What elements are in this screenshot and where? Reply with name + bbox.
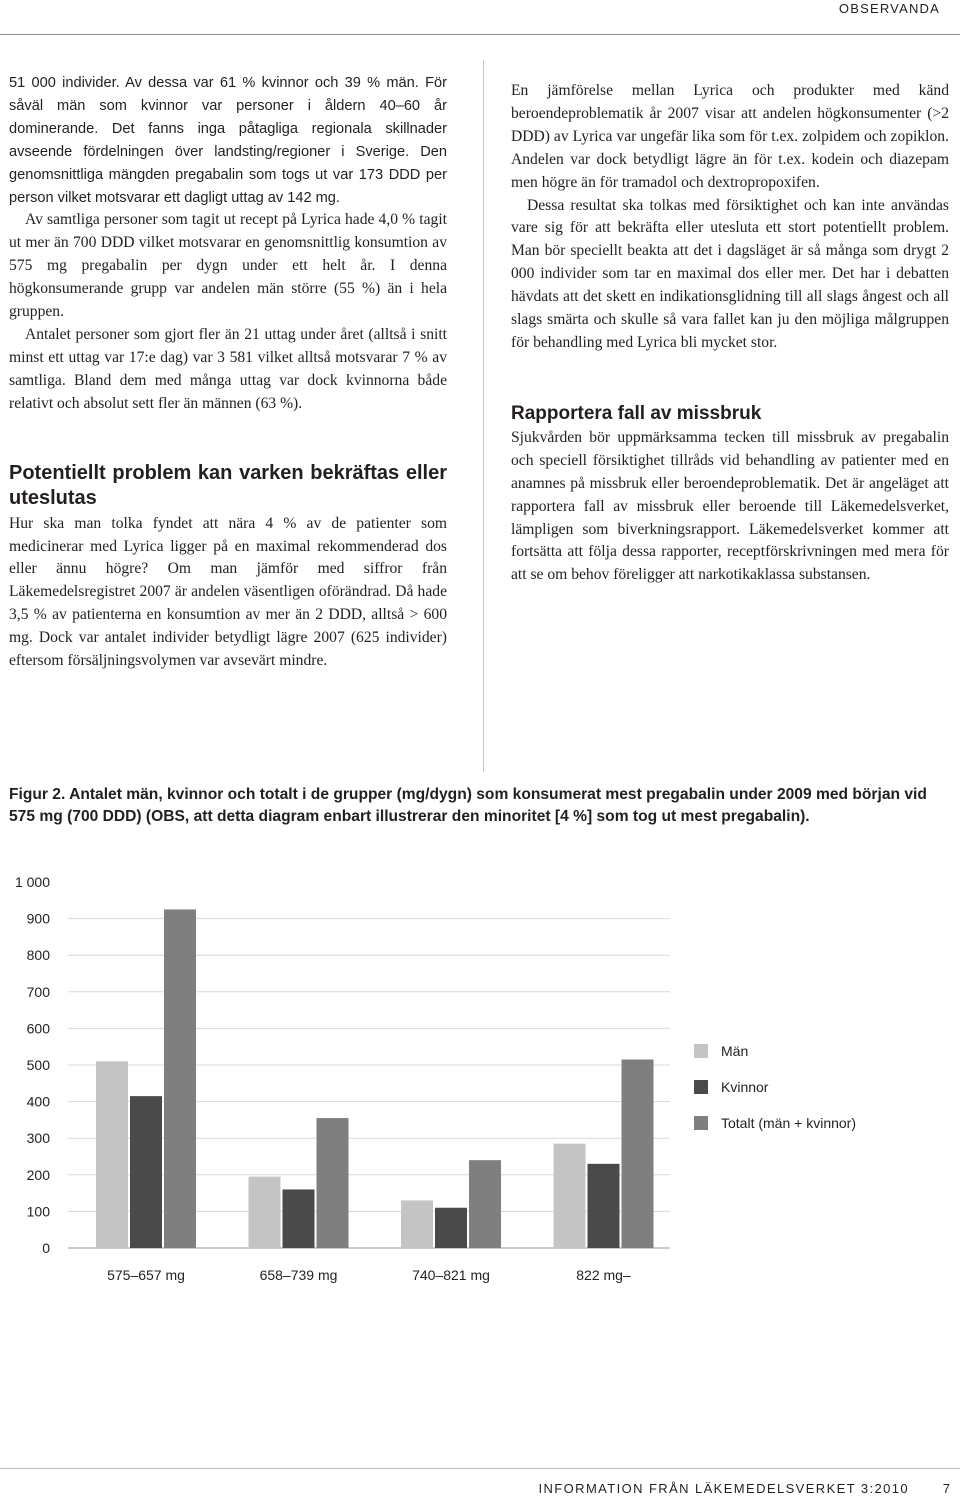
column-divider	[483, 60, 484, 772]
paragraph: En jämförelse mellan Lyrica och produkter med känd beroendeproblematik år 2007 visar att andelen högkonsumenter (>2 DDD) av Lyrica var ungefär lika som för t.ex. zolpidem och zopiklon. Andelen var dock betydligt lägre än för t.ex. kodein och diazepam men högre än för tramadol och dextropropoxifen.	[511, 82, 949, 191]
y-tick-label: 1 000	[14, 874, 50, 890]
bar-totalt-4	[622, 1060, 654, 1248]
x-tick-label: 822 mg–	[576, 1267, 631, 1283]
header-divider	[0, 34, 960, 35]
right-column	[511, 80, 949, 587]
bar-män-4	[554, 1144, 586, 1248]
paragraph: Antalet personer som gjort fler än 21 uttag under året (alltså i snitt minst ett uttag var 17:e dag) var 3 581 vilket alltså motsvarar 7 % av samtliga. Bland dem med många uttag var dock kvinnorna både relativt och absolut sett fler än männen (63 %).	[9, 325, 447, 412]
legend-label: Totalt (män + kvinnor)	[721, 1115, 856, 1131]
legend-label: Kvinnor	[721, 1079, 769, 1095]
y-tick-label: 500	[26, 1057, 50, 1073]
paragraph: 51 000 individer. Av dessa var 61 % kvinnor och 39 % män. För såväl män som kvinnor var personer i åldern 40–60 år dominerande. Det fanns inga påtagliga regionala skillnader avseende fördelningen över landsting/regioner i Sverige. Den genomsnittliga mängden pregabalin som togs ut var 173 DDD per person vilket motsvarar ett dagligt uttag av 142 mg.	[9, 75, 447, 206]
chart-x-axis	[107, 1267, 631, 1283]
left-column	[9, 72, 447, 673]
legend-swatch	[694, 1080, 708, 1094]
y-tick-label: 300	[26, 1130, 50, 1147]
legend-swatch	[694, 1044, 708, 1058]
section-heading: Rapportera fall av missbruk	[511, 402, 762, 424]
y-tick-label: 900	[26, 910, 50, 927]
publication-name: INFORMATION FRÅN LÄKEMEDELSVERKET 3:2010	[538, 1481, 909, 1496]
bar-kvinnor-1	[130, 1096, 162, 1248]
legend-swatch	[694, 1116, 708, 1130]
x-tick-label: 740–821 mg	[412, 1267, 490, 1283]
legend-label: Män	[721, 1043, 749, 1059]
section-heading: Potentiellt problem kan varken bekräftas eller uteslutas	[9, 461, 447, 509]
y-tick-label: 400	[26, 1093, 50, 1110]
footer-divider	[0, 1468, 960, 1469]
chart-legend	[694, 1043, 856, 1131]
y-tick-label: 100	[26, 1203, 50, 1220]
figure-caption: Figur 2. Antalet män, kvinnor och totalt i de grupper (mg/dygn) som konsumerat mest pregabalin under 2009 med början vid 575 mg (700 DDD) (OBS, att detta diagram enbart illustrerar den minoritet [4 %] som tog ut mest pregabalin).	[9, 786, 927, 825]
bar-kvinnor-3	[435, 1208, 467, 1248]
paragraph: Av samtliga personer som tagit ut recept på Lyrica hade 4,0 % tagit ut mer än 700 DDD vilket motsvarar en genomsnittlig konsumtion av 575 mg pregabalin per dygn under ett helt år. I denna högkonsumerande grupp var andelen män större (55 %) än i hela gruppen.	[9, 211, 447, 321]
bar-kvinnor-4	[588, 1164, 620, 1248]
x-tick-label: 658–739 mg	[259, 1267, 338, 1283]
paragraph: Hur ska man tolka fyndet att nära 4 % av de patienter som medicinerar med Lyrica ligger på en maximal rekommenderad dos eller ännu högre? Om man jämför med siffror från Läkemedelsregistret 2007 är andelen väsentligen oförändrad. Då hade 3,5 % av patienterna en konsumtion av mer än 2 DDD, alltså > 600 mg. Dock var antalet individer betydligt lägre 2007 (625 individer) eftersom försäljningsvolymen var avsevärt mindre.	[9, 514, 447, 670]
y-tick-label: 800	[26, 947, 50, 964]
paragraph: Sjukvården bör uppmärksamma tecken till missbruk av pregabalin och speciell försiktighet tillråds vid behandling av patienter med en anamnes på missbruk eller beroendeproblematik. Det är angeläget att rapportera fall av missbruk eller beroende till Läkemedelsverket, lämpligen som biverkningsrapport. Läkemedelsverket kommer att fortsätta att följa dessa rapporter, receptförskrivningen med mera för att se om behov föreligger att narkotikaklassa substansen.	[511, 428, 949, 584]
y-tick-label: 200	[26, 1166, 50, 1183]
y-tick-label: 0	[42, 1240, 50, 1256]
bar-män-1	[96, 1061, 128, 1248]
bar-totalt-2	[317, 1118, 349, 1248]
chart-y-axis	[15, 874, 50, 1256]
chart-bars	[96, 909, 654, 1248]
bar-totalt-3	[469, 1160, 501, 1248]
section-label: OBSERVANDA	[838, 1, 940, 16]
bar-totalt-1	[164, 909, 196, 1248]
bar-chart	[0, 860, 960, 1300]
bar-kvinnor-2	[283, 1189, 315, 1248]
paragraph: Dessa resultat ska tolkas med försiktighet och kan inte användas vare sig för att bekräfta eller utesluta ett stort potentiellt problem. Man bör speciellt beakta att det i dagsläget är så många som drygt 2 000 individer som tar en maximal dos eller mer. Det har i debatten hävdats att det skett en indikationsglidning till all slags ångest och all slags smärta och skulle så vara fallet kan ju den möjliga målgruppen för behandling med Lyrica bli mycket stor.	[511, 196, 949, 351]
bar-män-3	[401, 1200, 433, 1248]
y-tick-label: 600	[26, 1020, 50, 1037]
x-tick-label: 575–657 mg	[107, 1267, 185, 1283]
y-tick-label: 700	[26, 983, 50, 1000]
bar-män-2	[249, 1177, 281, 1248]
page-number: 7	[942, 1481, 950, 1496]
